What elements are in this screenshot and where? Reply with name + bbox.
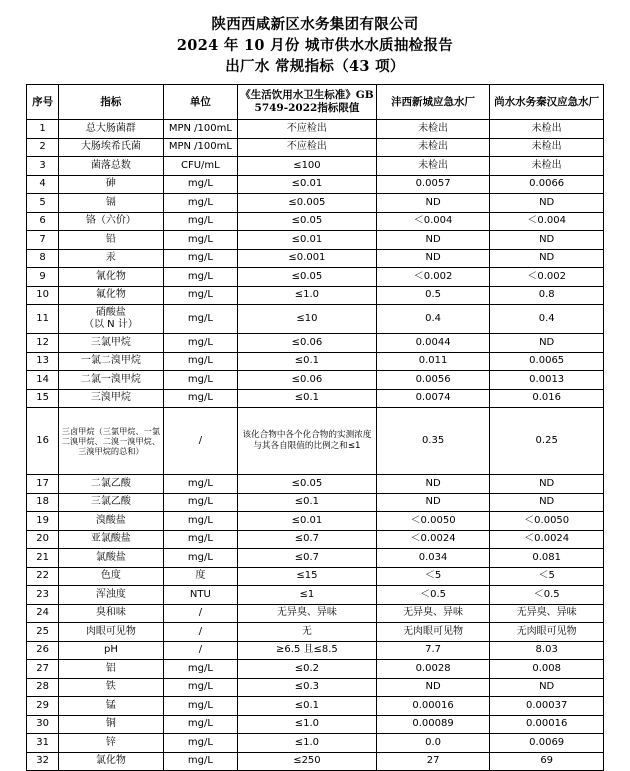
cell-limit: ≤100 [238, 157, 377, 176]
cell-index: 13 [27, 352, 59, 371]
cell-value-fengxi: 0.034 [376, 549, 490, 568]
cell-index: 17 [27, 475, 59, 494]
cell-value-fengxi: 7.7 [376, 641, 490, 660]
cell-value-fengxi: 0.00016 [376, 697, 490, 716]
table-row [27, 157, 604, 176]
cell-limit: ≤0.005 [238, 194, 377, 213]
cell-value-qinhan: ＜5 [490, 567, 604, 586]
cell-value-fengxi: ND [376, 475, 490, 494]
cell-item: 一氯二溴甲烷 [59, 352, 164, 371]
cell-index: 18 [27, 493, 59, 512]
cell-unit: mg/L [163, 231, 237, 250]
table-row [27, 715, 604, 734]
cell-index: 25 [27, 623, 59, 642]
cell-item: 肉眼可见物 [59, 623, 164, 642]
cell-index: 26 [27, 641, 59, 660]
cell-value-qinhan: ND [490, 194, 604, 213]
cell-unit: mg/L [163, 305, 237, 334]
cell-value-fengxi: 0.00089 [376, 715, 490, 734]
cell-value-fengxi: 未检出 [376, 120, 490, 139]
cell-index: 29 [27, 697, 59, 716]
cell-limit: ≤1 [238, 586, 377, 605]
cell-unit: mg/L [163, 530, 237, 549]
cell-item: 浑浊度 [59, 586, 164, 605]
table-row [27, 530, 604, 549]
cell-item: 硝酸盐 （以 N 计） [59, 305, 164, 334]
cell-value-fengxi: 无异臭、异味 [376, 604, 490, 623]
cell-index: 4 [27, 175, 59, 194]
header-item: 指标 [59, 85, 164, 120]
cell-value-qinhan: ＜0.0050 [490, 512, 604, 531]
cell-limit: ≤0.05 [238, 212, 377, 231]
table-row [27, 305, 604, 334]
title-line-report: 2024 年 10 月份 城市供水水质抽检报告 [176, 37, 454, 54]
cell-value-qinhan: ND [490, 231, 604, 250]
table-row [27, 286, 604, 305]
cell-index: 10 [27, 286, 59, 305]
cell-value-fengxi: ＜0.0050 [376, 512, 490, 531]
cell-unit: mg/L [163, 175, 237, 194]
cell-value-qinhan: 0.081 [490, 549, 604, 568]
cell-value-qinhan: 0.016 [490, 389, 604, 408]
table-row [27, 734, 604, 753]
cell-index: 20 [27, 530, 59, 549]
table-row [27, 408, 604, 475]
cell-limit: ≤0.1 [238, 697, 377, 716]
cell-limit: ≤0.05 [238, 268, 377, 287]
cell-value-fengxi: 0.0044 [376, 334, 490, 353]
cell-item: 亚氯酸盐 [59, 530, 164, 549]
cell-item: 三氯乙酸 [59, 493, 164, 512]
cell-unit: mg/L [163, 389, 237, 408]
table-row [27, 268, 604, 287]
table-row [27, 493, 604, 512]
cell-limit: ≤250 [238, 752, 377, 771]
cell-index: 31 [27, 734, 59, 753]
cell-unit: MPN /100mL [163, 120, 237, 139]
title-line-company: 陕西西咸新区水务集团有限公司 [211, 16, 419, 33]
cell-unit: / [163, 623, 237, 642]
title-line-subject: 出厂水 常规指标（43 项） [225, 58, 405, 75]
cell-unit: / [163, 408, 237, 475]
cell-unit: mg/L [163, 334, 237, 353]
cell-value-qinhan: 未检出 [490, 138, 604, 157]
cell-unit: mg/L [163, 715, 237, 734]
cell-unit: mg/L [163, 493, 237, 512]
cell-unit: mg/L [163, 660, 237, 679]
cell-index: 32 [27, 752, 59, 771]
cell-value-fengxi: 无肉眼可见物 [376, 623, 490, 642]
cell-value-fengxi: 0.35 [376, 408, 490, 475]
cell-item: 三溴甲烷 [59, 389, 164, 408]
header-plant-qinhan: 尚水水务秦汉应急水厂 [490, 85, 604, 120]
table-row [27, 231, 604, 250]
cell-limit: ≤10 [238, 305, 377, 334]
cell-unit: mg/L [163, 249, 237, 268]
cell-value-fengxi: 0.0074 [376, 389, 490, 408]
cell-value-qinhan: ND [490, 334, 604, 353]
table-row [27, 389, 604, 408]
cell-value-fengxi: 0.011 [376, 352, 490, 371]
table-row [27, 138, 604, 157]
header-limit-post: 指标限值 [317, 102, 360, 114]
cell-value-qinhan: 无肉眼可见物 [490, 623, 604, 642]
table-row [27, 752, 604, 771]
cell-index: 27 [27, 660, 59, 679]
cell-unit: mg/L [163, 549, 237, 568]
cell-unit: mg/L [163, 734, 237, 753]
cell-limit: ≤0.06 [238, 371, 377, 390]
cell-index: 23 [27, 586, 59, 605]
cell-value-qinhan: ＜0.0024 [490, 530, 604, 549]
cell-limit: ≤0.01 [238, 231, 377, 250]
cell-item: 臭和味 [59, 604, 164, 623]
table-body [27, 120, 604, 771]
cell-unit: CFU/mL [163, 157, 237, 176]
cell-unit: mg/L [163, 371, 237, 390]
cell-item: 氟化物 [59, 286, 164, 305]
cell-index: 12 [27, 334, 59, 353]
cell-item: 铜 [59, 715, 164, 734]
cell-value-qinhan: 0.0066 [490, 175, 604, 194]
cell-value-qinhan: ND [490, 249, 604, 268]
cell-unit: / [163, 641, 237, 660]
cell-limit: 该化合物中各个化合物的实测浓度与其各自限值的比例之和≤1 [238, 408, 377, 475]
table-row [27, 604, 604, 623]
cell-index: 11 [27, 305, 59, 334]
cell-value-fengxi: 0.4 [376, 305, 490, 334]
cell-value-fengxi: ＜0.002 [376, 268, 490, 287]
table-row [27, 660, 604, 679]
cell-item: 锌 [59, 734, 164, 753]
cell-limit: ≤1.0 [238, 715, 377, 734]
water-quality-table [26, 84, 604, 771]
table-row [27, 120, 604, 139]
cell-limit: ≤0.7 [238, 530, 377, 549]
cell-value-fengxi: 0.0057 [376, 175, 490, 194]
table-row [27, 352, 604, 371]
cell-limit: ≤0.01 [238, 512, 377, 531]
cell-item: 氯化物 [59, 752, 164, 771]
cell-value-qinhan: ＜0.002 [490, 268, 604, 287]
header-limit-pre: 《生活饮用水卫生标准》 [240, 89, 356, 101]
cell-limit: ≤0.05 [238, 475, 377, 494]
cell-limit: ≤0.1 [238, 493, 377, 512]
table-row [27, 371, 604, 390]
cell-limit: ≤0.2 [238, 660, 377, 679]
cell-unit: mg/L [163, 678, 237, 697]
cell-unit: mg/L [163, 752, 237, 771]
cell-value-qinhan: 0.25 [490, 408, 604, 475]
cell-index: 15 [27, 389, 59, 408]
cell-value-qinhan: ND [490, 475, 604, 494]
cell-value-fengxi: ND [376, 249, 490, 268]
cell-limit: ≤0.7 [238, 549, 377, 568]
cell-unit: mg/L [163, 697, 237, 716]
cell-value-fengxi: 未检出 [376, 157, 490, 176]
cell-limit: 无异臭、异味 [238, 604, 377, 623]
cell-value-fengxi: ＜5 [376, 567, 490, 586]
cell-index: 5 [27, 194, 59, 213]
table-row [27, 212, 604, 231]
header-unit: 单位 [163, 85, 237, 120]
cell-item: 三卤甲烷（三氯甲烷、一氯二溴甲烷、二溴一溴甲烷、三溴甲烷的总和） [59, 408, 164, 475]
cell-item: 汞 [59, 249, 164, 268]
cell-value-qinhan: 0.8 [490, 286, 604, 305]
table-row [27, 175, 604, 194]
cell-index: 28 [27, 678, 59, 697]
cell-value-fengxi: ND [376, 194, 490, 213]
cell-unit: mg/L [163, 352, 237, 371]
cell-limit: ≤1.0 [238, 286, 377, 305]
cell-limit: 不应检出 [238, 138, 377, 157]
table-row [27, 678, 604, 697]
cell-item: 锰 [59, 697, 164, 716]
cell-index: 24 [27, 604, 59, 623]
cell-index: 6 [27, 212, 59, 231]
cell-limit: ≤0.3 [238, 678, 377, 697]
cell-index: 30 [27, 715, 59, 734]
cell-index: 22 [27, 567, 59, 586]
table-header-row [27, 85, 604, 120]
cell-index: 7 [27, 231, 59, 250]
cell-value-qinhan: 无异臭、异味 [490, 604, 604, 623]
cell-index: 16 [27, 408, 59, 475]
cell-item: 铬（六价） [59, 212, 164, 231]
header-index: 序号 [27, 85, 59, 120]
cell-item: 氰化物 [59, 268, 164, 287]
cell-item: 铝 [59, 660, 164, 679]
cell-value-fengxi: 未检出 [376, 138, 490, 157]
cell-value-fengxi: 0.0 [376, 734, 490, 753]
cell-limit: ≤0.06 [238, 334, 377, 353]
table-row [27, 697, 604, 716]
table-row [27, 249, 604, 268]
table-row [27, 512, 604, 531]
cell-index: 1 [27, 120, 59, 139]
table-row [27, 194, 604, 213]
cell-value-qinhan: ND [490, 493, 604, 512]
cell-limit: ≤15 [238, 567, 377, 586]
cell-value-fengxi: ＜0.5 [376, 586, 490, 605]
cell-value-fengxi: 0.5 [376, 286, 490, 305]
cell-item: 铅 [59, 231, 164, 250]
cell-value-fengxi: 27 [376, 752, 490, 771]
report-title [26, 14, 604, 77]
cell-value-qinhan: 8.03 [490, 641, 604, 660]
cell-unit: mg/L [163, 268, 237, 287]
cell-unit: mg/L [163, 212, 237, 231]
cell-value-fengxi: ND [376, 493, 490, 512]
cell-item: 二氯一溴甲烷 [59, 371, 164, 390]
cell-value-qinhan: 0.0013 [490, 371, 604, 390]
header-plant-fengxi: 沣西新城应急水厂 [376, 85, 490, 120]
cell-item: 菌落总数 [59, 157, 164, 176]
table-row [27, 334, 604, 353]
cell-limit: ≤0.01 [238, 175, 377, 194]
cell-value-qinhan: 未检出 [490, 120, 604, 139]
cell-value-fengxi: 0.0028 [376, 660, 490, 679]
cell-limit: ≤0.001 [238, 249, 377, 268]
cell-limit: ≤0.1 [238, 352, 377, 371]
cell-item: 色度 [59, 567, 164, 586]
cell-item: 大肠埃希氏菌 [59, 138, 164, 157]
cell-unit: mg/L [163, 512, 237, 531]
cell-value-qinhan: 0.0069 [490, 734, 604, 753]
cell-value-fengxi: ND [376, 678, 490, 697]
header-limit [238, 85, 377, 120]
cell-value-fengxi: 0.0056 [376, 371, 490, 390]
cell-value-qinhan: ＜0.5 [490, 586, 604, 605]
cell-value-fengxi: ＜0.004 [376, 212, 490, 231]
cell-limit: 不应检出 [238, 120, 377, 139]
table-row [27, 586, 604, 605]
cell-unit: mg/L [163, 194, 237, 213]
cell-index: 8 [27, 249, 59, 268]
cell-index: 14 [27, 371, 59, 390]
cell-value-qinhan: 0.0065 [490, 352, 604, 371]
cell-value-qinhan: 0.4 [490, 305, 604, 334]
cell-value-qinhan: 0.00016 [490, 715, 604, 734]
cell-item: 总大肠菌群 [59, 120, 164, 139]
cell-item: 镉 [59, 194, 164, 213]
cell-unit: 度 [163, 567, 237, 586]
cell-value-qinhan: ＜0.004 [490, 212, 604, 231]
cell-value-qinhan: 0.00037 [490, 697, 604, 716]
cell-item: 三氯甲烷 [59, 334, 164, 353]
table-row [27, 641, 604, 660]
cell-limit: 无 [238, 623, 377, 642]
cell-item: 砷 [59, 175, 164, 194]
header-limit-std: GB 5749-2022 [254, 89, 374, 114]
cell-value-qinhan: ND [490, 678, 604, 697]
cell-unit: MPN /100mL [163, 138, 237, 157]
cell-item: pH [59, 641, 164, 660]
cell-unit: mg/L [163, 475, 237, 494]
cell-index: 21 [27, 549, 59, 568]
cell-limit: ≤1.0 [238, 734, 377, 753]
cell-limit: ≤0.1 [238, 389, 377, 408]
cell-limit: ≥6.5 且≤8.5 [238, 641, 377, 660]
cell-item: 氯酸盐 [59, 549, 164, 568]
cell-index: 3 [27, 157, 59, 176]
cell-unit: NTU [163, 586, 237, 605]
table-row [27, 623, 604, 642]
cell-value-fengxi: ND [376, 231, 490, 250]
table-row [27, 549, 604, 568]
table-row [27, 475, 604, 494]
cell-value-fengxi: ＜0.0024 [376, 530, 490, 549]
cell-item: 溴酸盐 [59, 512, 164, 531]
cell-item: 二氯乙酸 [59, 475, 164, 494]
cell-index: 9 [27, 268, 59, 287]
cell-index: 2 [27, 138, 59, 157]
cell-unit: mg/L [163, 286, 237, 305]
cell-value-qinhan: 69 [490, 752, 604, 771]
cell-item: 铁 [59, 678, 164, 697]
cell-unit: / [163, 604, 237, 623]
cell-index: 19 [27, 512, 59, 531]
table-row [27, 567, 604, 586]
cell-value-qinhan: 未检出 [490, 157, 604, 176]
cell-value-qinhan: 0.008 [490, 660, 604, 679]
